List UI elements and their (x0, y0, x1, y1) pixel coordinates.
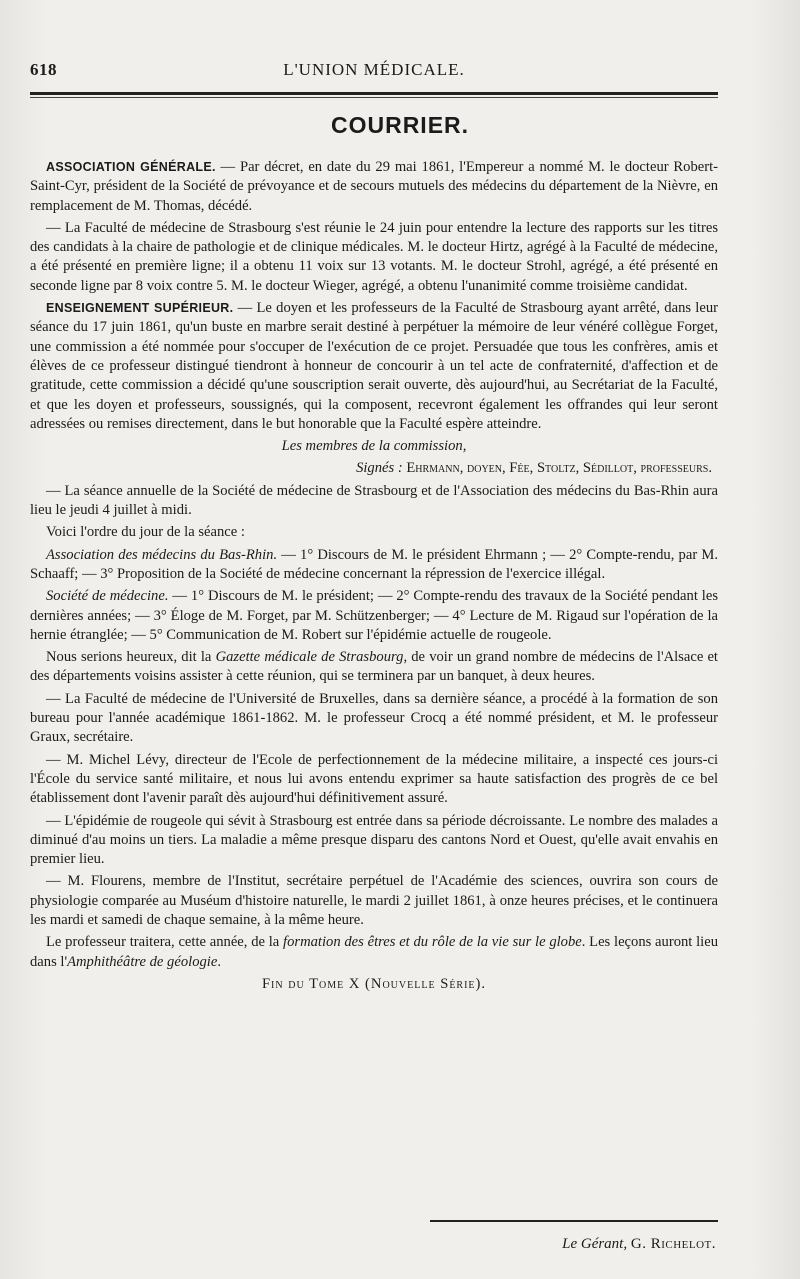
paragraph-text: — Par décret, en date du 29 mai 1861, l'Empereur a nommé M. le docteur Robert-Saint-Cyr, président de la Société de prévoyance et de secours mutuels des médecins du département de la Nièvre, en remplacement de M. Thomas, décédé. (30, 159, 718, 214)
commission-signature-line: Les membres de la commission, (281, 438, 467, 455)
paragraph-bruxelles: — La Faculté de médecine de l'Université de Bruxelles, dans sa dernière séance, a procédé à la formation de son bureau pour l'année académique 1861-1862. M. le professeur Crocq a été nommé président, et M. le professeur Graux, secrétaire. (30, 690, 718, 746)
paragraph-text: — 1° Discours de M. le président Ehrmann ; — 2° Compte-rendu, par M. Schaaff; — 3° Proposition de la Société de médecine concernant la répression de l'exercice illégal. (30, 546, 718, 582)
paragraph-lead: Société de médecine. (46, 588, 169, 605)
course-topic: formation des êtres et du rôle de la vie sur le globe (283, 934, 582, 951)
rubric-heading: ENSEIGNEMENT SUPÉRIEUR. (46, 301, 234, 316)
page-number: 618 (30, 60, 57, 79)
paragraph-gazette: Nous serions heureux, dit la Gazette médicale de Strasbourg, de voir un grand nombre de médecins de l'Alsace et des départements voisins assister à cette réunion, qui se terminera par un banquet, à deux heures. (30, 649, 718, 685)
commission-signatories (30, 459, 718, 478)
paragraph-association-generale (30, 158, 718, 216)
paragraph-association-bas-rhin (30, 546, 718, 585)
footer-rule (430, 1220, 718, 1222)
paragraph-michel-levy: — M. Michel Lévy, directeur de l'Ecole de perfectionnement de la médecine militaire, a inspecté ces jours-ci l'École du service santé militaire, et nous lui avons entendu exprimer sa haute satisfaction des progrès de ce bel établissement dont l'avenir paraît dès aujourd'hui définitivement assuré. (30, 751, 718, 807)
paragraph-seance-annuelle: — La séance annuelle de la Société de médecine de Strasbourg et de l'Association des médecins du Bas-Rhin aura lieu le jeudi 4 juillet à midi. (30, 482, 718, 519)
gerant-name: G. Richelot. (630, 1236, 716, 1252)
paragraph-rougeole: — L'épidémie de rougeole qui sévit à Strasbourg est entrée dans sa période décroissante. Le nombre des malades a diminué d'au moins un tiers. La maladie a même presque disparu des cantons Nord et Ouest, qu'elle avait envahis en premier lieu. (30, 812, 718, 868)
signatory-names: Ehrmann, doyen, Fée, Stoltz, Sédillot, professeurs. (406, 460, 712, 477)
running-title: L'UNION MÉDICALE. (283, 60, 465, 79)
course-place: Amphithéâtre de géologie (67, 953, 218, 970)
paragraph-faculte-strasbourg: — La Faculté de médecine de Strasbourg s'est réunie le 24 juin pour entendre la lecture des rapports sur les titres des candidats à la chaire de pathologie et de clinique médicales. M. le docteur Hirtz, agrégé à la Faculté de médecine, a été présenté en première ligne; il a obtenu 11 voix sur 13 votants. M. le docteur Strohl, agrégé, a été présenté en seconde ligne par 8 voix contre 5. M. le docteur Wieger, agrégé, a obtenu l'unanimité comme troisième candidat. (30, 219, 718, 294)
paragraph-text: — Le doyen et les professeurs de la Faculté de Strasbourg ayant arrêté, dans leur séance du 17 juin 1861, qu'un buste en marbre serait destiné à perpétuer la mémoire de leur vénéré collègue Forget, une commission a été nommée pour s'occuper de l'exécution de ce projet. Persuadée que tous les confrères, amis et élèves de ce professeur distingué tiendront à honneur de concourir à un tel acte de confraternité, d'affection et de gratitude, cette commission a décidé qu'une souscription serait ouverte, dès aujourd'hui, au Secrétariat de la Faculté, et que les doyen et professeurs, soussignés, qui la composent, recevront également les offrandes qui leur seront adressées ou remises directement, dans le but honorable que la Faculté espère atteindre. (30, 300, 718, 432)
paragraph-flourens: — M. Flourens, membre de l'Institut, secrétaire perpétuel de l'Académie des sciences, ouvrira son cours de physiologie comparée au Muséum d'histoire naturelle, le mardi 2 juillet 1861, à onze heures précises, et le continuera les mardi et samedi de chaque semaine, à la même heure. (30, 873, 718, 928)
paragraph-cours: Le professeur traitera, cette année, de la formation des êtres et du rôle de la vie sur le globe. Les leçons auront lieu dans l'Amphithéâtre de géologie. (30, 934, 718, 970)
article-body (30, 158, 718, 997)
gerant-signature (562, 1236, 716, 1253)
paragraph-societe-medecine (30, 587, 718, 645)
gerant-label: Le Gérant, (562, 1236, 628, 1252)
end-of-volume: Fin du Tome X (Nouvelle Série). (261, 975, 487, 992)
paragraph-lead: Association des médecins du Bas-Rhin. (46, 546, 278, 563)
paragraph-ordre-du-jour: Voici l'ordre du jour de la séance : (46, 524, 245, 541)
journal-name: Gazette médicale de Strasbourg (215, 649, 404, 666)
header-rule-thin (30, 97, 718, 98)
paragraph-enseignement-superieur (30, 299, 718, 434)
page-header (30, 58, 718, 88)
signes-label: Signés : (356, 460, 403, 477)
header-rule (30, 92, 718, 95)
section-title: COURRIER. (330, 112, 470, 138)
rubric-heading: ASSOCIATION GÉNÉRALE. (46, 160, 216, 174)
paragraph-text: — 1° Discours de M. le président; — 2° Compte-rendu des travaux de la Société pendant les dernières années; — 3° Éloge de M. Forget, par M. Schützenberger; — 4° Lecture de M. Rigaud sur l'opération de la hernie étranglée; — 5° Communication de M. Robert sur l'épidémie actuelle de rougeole. (30, 588, 718, 643)
